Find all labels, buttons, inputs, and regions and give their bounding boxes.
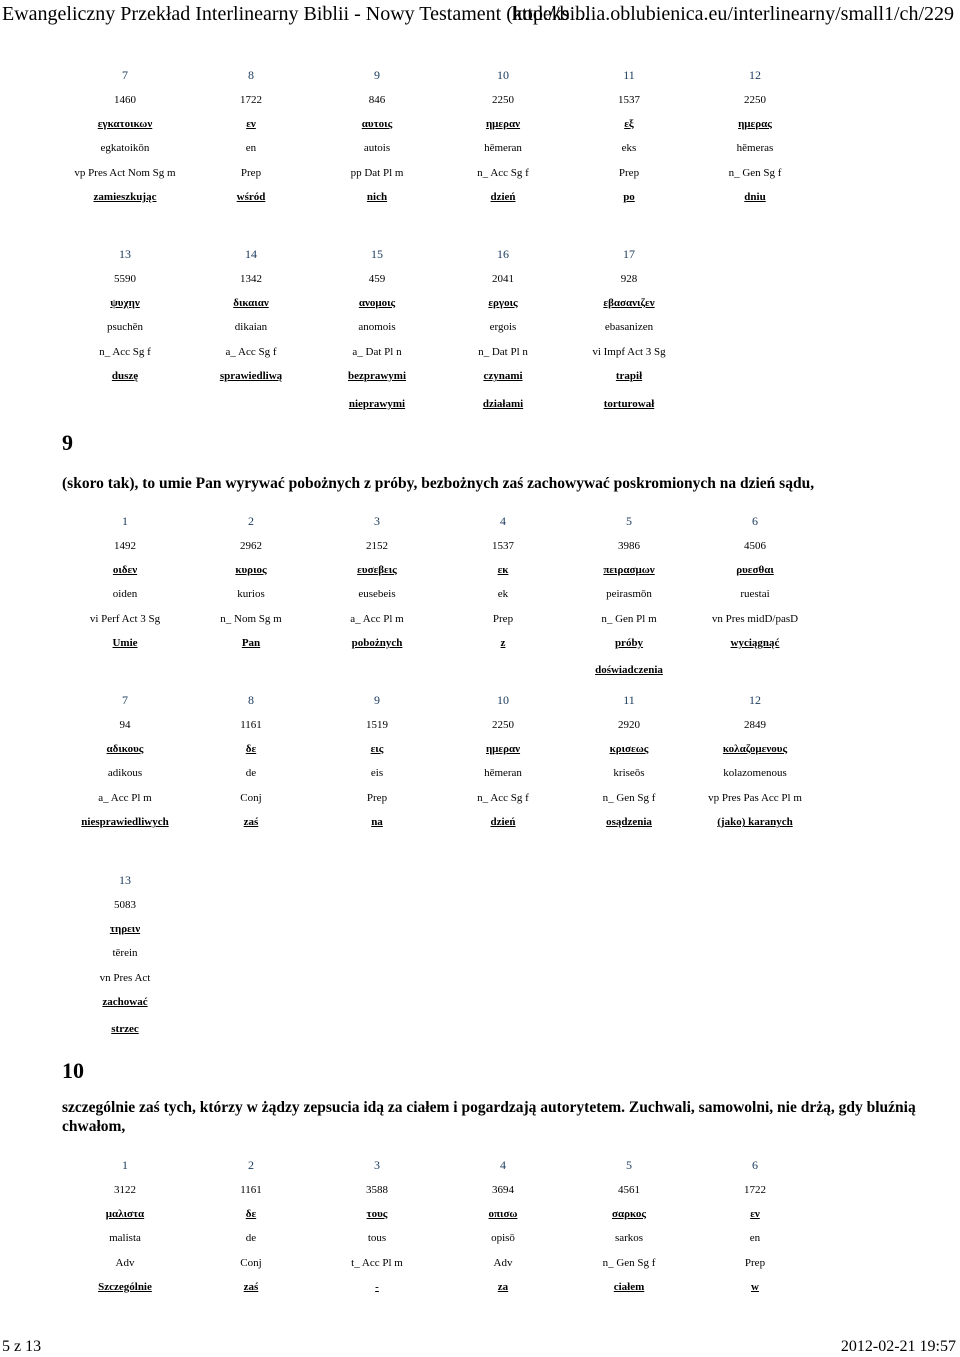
word-block <box>62 1153 944 1299</box>
verse-number: 10 <box>62 1058 84 1083</box>
word-translit: autois <box>363 142 391 155</box>
word-strong: 2920 <box>618 718 640 731</box>
row-morph <box>62 786 944 810</box>
row-morph <box>62 1251 944 1275</box>
word-translit: tous <box>367 1232 387 1245</box>
word-polish[interactable]: zaś <box>243 1281 259 1294</box>
row-n <box>62 1153 944 1177</box>
word-polish[interactable]: dzień <box>490 816 516 829</box>
word-polish[interactable]: po <box>623 191 635 204</box>
word-polish[interactable]: zamieszkując <box>93 191 157 204</box>
word-greek[interactable]: ψυχην <box>110 296 140 309</box>
word-morph: Prep <box>366 791 388 804</box>
word-morph: vn Pres midD/pasD <box>711 612 799 625</box>
word-greek[interactable]: αδικους <box>106 742 144 755</box>
word-strong: 1519 <box>366 718 388 731</box>
word-morph: n_ Gen Sg f <box>602 791 656 804</box>
word-strong: 2250 <box>492 93 514 106</box>
word-morph: Conj <box>240 791 262 804</box>
word-strong: 2849 <box>744 718 766 731</box>
word-polish[interactable]: próby <box>614 637 644 650</box>
word-n: 13 <box>119 872 131 887</box>
word-strong: 1722 <box>240 93 262 106</box>
word-strong: 2250 <box>744 93 766 106</box>
alternative-translation[interactable]: nieprawymi <box>348 398 406 410</box>
word-greek[interactable]: δε <box>245 1207 257 1220</box>
word-polish[interactable]: - <box>375 1281 379 1294</box>
word-morph: Conj <box>240 1256 262 1269</box>
word-greek[interactable]: ανομοις <box>358 296 396 309</box>
row-strong <box>62 892 944 916</box>
row-polish <box>62 1275 944 1299</box>
word-morph: vn Pres Act <box>99 971 151 984</box>
word-block <box>62 509 944 655</box>
word-polish[interactable]: ciałem <box>613 1281 645 1294</box>
word-greek[interactable]: μαλιστα <box>105 1207 145 1220</box>
word-morph: vi Impf Act 3 Sg <box>592 345 666 358</box>
word-translit: en <box>245 142 257 155</box>
word-strong: 5590 <box>114 272 136 285</box>
word-strong: 3588 <box>366 1183 388 1196</box>
word-morph: n_ Nom Sg m <box>220 612 282 625</box>
word-greek[interactable]: ημεραν <box>485 742 521 755</box>
row-n <box>62 868 944 892</box>
word-translit: eusebeis <box>358 588 396 601</box>
word-n: 17 <box>623 246 635 261</box>
word-translit: de <box>245 767 257 780</box>
word-greek[interactable]: εγκατοικων <box>97 117 153 130</box>
word-greek[interactable]: σαρκος <box>612 1207 646 1220</box>
word-n: 8 <box>248 67 254 82</box>
verse-number: 9 <box>62 430 73 455</box>
word-translit: kolazomenous <box>723 767 787 780</box>
word-translit: hēmeran <box>484 767 522 780</box>
word-n: 2 <box>248 513 254 528</box>
word-polish[interactable]: w <box>751 1281 759 1294</box>
word-n: 7 <box>122 67 128 82</box>
word-n: 9 <box>374 67 380 82</box>
word-morph: Prep <box>618 166 640 179</box>
word-greek[interactable]: εργοις <box>488 296 518 309</box>
word-strong: 1460 <box>114 93 136 106</box>
word-strong: 4506 <box>744 539 766 552</box>
row-greek <box>62 917 944 941</box>
row-strong <box>62 87 944 111</box>
word-morph: Prep <box>240 166 262 179</box>
word-n: 12 <box>749 67 761 82</box>
word-translit: anomois <box>358 321 396 334</box>
word-block <box>62 868 944 1014</box>
word-translit: peirasmōn <box>606 588 652 601</box>
row-polish <box>62 364 944 388</box>
row-greek <box>62 291 944 315</box>
page-header-title: Ewangeliczny Przekład Interlinearny Biblii - Nowy Testament (kodeks ... <box>2 3 590 25</box>
word-morph: t_ Acc Pl m <box>351 1256 403 1269</box>
word-strong: 1537 <box>618 93 640 106</box>
word-polish[interactable]: dzień <box>490 191 516 204</box>
word-n: 1 <box>122 513 128 528</box>
word-morph: n_ Acc Sg f <box>477 166 529 179</box>
word-morph: vp Pres Pas Acc Pl m <box>708 791 802 804</box>
word-morph: vi Perf Act 3 Sg <box>89 612 161 625</box>
word-greek[interactable]: ρυεσθαι <box>736 563 774 576</box>
word-translit: kurios <box>237 588 265 601</box>
alternative-translation[interactable]: strzec <box>111 1023 139 1035</box>
word-morph: n_ Acc Sg f <box>99 345 151 358</box>
word-block <box>62 688 944 834</box>
word-polish[interactable]: osądzenia <box>606 816 652 829</box>
word-morph: a_ Acc Pl m <box>350 612 404 625</box>
word-polish[interactable]: Szczególnie <box>98 1281 152 1294</box>
word-translit: ebasanizen <box>604 321 654 334</box>
word-greek[interactable]: δικαιαν <box>233 296 269 309</box>
word-greek[interactable]: κολαζομενους <box>722 742 788 755</box>
word-polish[interactable]: pobożnych <box>351 637 403 650</box>
word-strong: 1342 <box>240 272 262 285</box>
word-translit: egkatoikōn <box>100 142 150 155</box>
word-morph: Prep <box>492 612 514 625</box>
word-strong: 1492 <box>114 539 136 552</box>
row-n <box>62 242 944 266</box>
word-n: 16 <box>497 246 509 261</box>
row-polish <box>62 185 944 209</box>
word-polish[interactable]: Umie <box>112 637 138 650</box>
word-strong: 459 <box>368 272 386 285</box>
word-greek[interactable]: κρισεως <box>609 742 649 755</box>
word-translit: dikaian <box>234 321 268 334</box>
word-n: 10 <box>497 692 509 707</box>
word-polish[interactable]: za <box>497 1281 509 1294</box>
word-strong: 2962 <box>240 539 262 552</box>
verse-text: szczególnie zaś tych, którzy w żądzy zepsucia idą za ciałem i pogardzają autorytetem. Zuchwali, samowolni, nie drżą, gdy bluźnią chwałom, <box>62 1099 916 1135</box>
word-morph: Prep <box>744 1256 766 1269</box>
word-n: 6 <box>752 513 758 528</box>
word-translit: eks <box>621 142 637 155</box>
word-strong: 2250 <box>492 718 514 731</box>
row-translit <box>62 315 944 339</box>
word-polish[interactable]: nich <box>366 191 388 204</box>
word-translit: hēmeran <box>484 142 522 155</box>
word-polish[interactable]: trapił <box>615 370 643 383</box>
row-greek <box>62 737 944 761</box>
word-translit: de <box>245 1232 257 1245</box>
word-morph: Adv <box>493 1256 513 1269</box>
word-polish[interactable]: na <box>371 816 383 829</box>
word-strong: 928 <box>620 272 638 285</box>
word-strong: 5083 <box>114 898 136 911</box>
word-n: 11 <box>623 67 635 82</box>
page-footer-page-number: 5 z 13 <box>2 1338 42 1355</box>
word-block <box>62 242 944 388</box>
word-strong: 2152 <box>366 539 388 552</box>
row-translit <box>62 1226 944 1250</box>
word-greek[interactable]: δε <box>245 742 257 755</box>
word-n: 10 <box>497 67 509 82</box>
row-translit <box>62 582 944 606</box>
word-translit: ergois <box>489 321 517 334</box>
word-translit: kriseōs <box>613 767 645 780</box>
word-n: 8 <box>248 692 254 707</box>
word-greek[interactable]: ημεραν <box>485 117 521 130</box>
verse-text: (skoro tak), to umie Pan wyrywać pobożnych z próby, bezbożnych zaś zachowywać poskromionych na dzień sądu, <box>62 475 815 492</box>
word-n: 3 <box>374 513 380 528</box>
word-translit: adikous <box>107 767 143 780</box>
word-n: 9 <box>374 692 380 707</box>
row-n <box>62 509 944 533</box>
word-strong: 1537 <box>492 539 514 552</box>
word-translit: opisō <box>491 1232 515 1245</box>
row-morph <box>62 340 944 364</box>
row-translit <box>62 941 944 965</box>
row-morph <box>62 966 944 990</box>
word-strong: 3986 <box>618 539 640 552</box>
word-n: 14 <box>245 246 257 261</box>
word-morph: n_ Gen Sg f <box>602 1256 656 1269</box>
word-greek[interactable]: εξ <box>624 117 634 130</box>
word-greek[interactable]: τηρειν <box>109 922 141 935</box>
word-greek[interactable]: οιδεν <box>112 563 138 576</box>
word-strong: 94 <box>119 718 131 731</box>
row-n <box>62 688 944 712</box>
word-n: 1 <box>122 1157 128 1172</box>
word-polish[interactable]: czynami <box>483 370 523 383</box>
word-morph: vp Pres Act Nom Sg m <box>74 166 176 179</box>
word-strong: 3122 <box>114 1183 136 1196</box>
word-translit: eis <box>370 767 384 780</box>
word-polish[interactable]: zaś <box>243 816 259 829</box>
word-strong: 846 <box>368 93 386 106</box>
word-greek[interactable]: ημερας <box>738 117 772 130</box>
page-header-url[interactable]: http://biblia.oblubienica.eu/interlinearny/small1/ch/229 <box>511 3 954 25</box>
word-translit: tērein <box>112 947 138 960</box>
word-morph: a_ Dat Pl n <box>352 345 402 358</box>
word-greek[interactable]: τους <box>366 1207 388 1220</box>
row-greek <box>62 112 944 136</box>
word-morph: a_ Acc Sg f <box>225 345 277 358</box>
word-polish[interactable]: sprawiedliwą <box>219 370 283 383</box>
row-polish <box>62 990 944 1014</box>
word-n: 2 <box>248 1157 254 1172</box>
word-polish[interactable]: (jako) karanych <box>717 816 793 829</box>
word-greek[interactable]: οπισω <box>488 1207 518 1220</box>
word-morph: n_ Gen Sg f <box>728 166 782 179</box>
row-translit <box>62 136 944 160</box>
word-n: 5 <box>626 513 632 528</box>
word-polish[interactable]: duszę <box>111 370 139 383</box>
word-n: 11 <box>623 692 635 707</box>
word-polish[interactable]: bezprawymi <box>347 370 407 383</box>
word-translit: ek <box>497 588 509 601</box>
row-strong <box>62 712 944 736</box>
row-polish <box>62 631 944 655</box>
word-greek[interactable]: αυτοις <box>361 117 393 130</box>
word-strong: 1161 <box>240 1183 262 1196</box>
word-morph: n_ Acc Sg f <box>477 791 529 804</box>
alternative-translation[interactable]: doświadczenia <box>595 664 663 676</box>
row-strong <box>62 266 944 290</box>
word-n: 15 <box>371 246 383 261</box>
word-block <box>62 63 944 209</box>
word-greek[interactable]: κυριος <box>235 563 267 576</box>
word-greek[interactable]: εκ <box>497 563 509 576</box>
word-greek[interactable]: ευσεβεις <box>357 563 397 576</box>
row-strong <box>62 533 944 557</box>
word-greek[interactable]: εν <box>246 117 256 130</box>
row-greek <box>62 558 944 582</box>
word-n: 12 <box>749 692 761 707</box>
word-translit: en <box>749 1232 761 1245</box>
word-morph: a_ Acc Pl m <box>98 791 152 804</box>
word-polish[interactable]: wśród <box>236 191 266 204</box>
word-morph: pp Dat Pl m <box>350 166 404 179</box>
word-n: 13 <box>119 246 131 261</box>
word-greek[interactable]: πειρασμων <box>603 563 655 576</box>
word-n: 7 <box>122 692 128 707</box>
word-n: 6 <box>752 1157 758 1172</box>
word-translit: psuchēn <box>106 321 144 334</box>
alternative-translation[interactable]: działami <box>482 398 524 410</box>
word-strong: 3694 <box>492 1183 514 1196</box>
word-polish[interactable]: dniu <box>744 191 766 204</box>
word-translit: ruestai <box>740 588 770 601</box>
word-morph: n_ Gen Pl m <box>601 612 657 625</box>
row-greek <box>62 1202 944 1226</box>
word-n: 4 <box>500 1157 506 1172</box>
word-polish[interactable]: Pan <box>241 637 261 650</box>
word-morph: n_ Dat Pl n <box>478 345 528 358</box>
word-polish[interactable]: zachować <box>102 996 148 1009</box>
word-polish[interactable]: niesprawiedliwych <box>81 816 169 829</box>
word-strong: 2041 <box>492 272 514 285</box>
row-translit <box>62 761 944 785</box>
word-morph: Adv <box>115 1256 135 1269</box>
row-polish <box>62 810 944 834</box>
word-translit: sarkos <box>614 1232 644 1245</box>
row-strong <box>62 1177 944 1201</box>
row-morph <box>62 607 944 631</box>
word-strong: 1722 <box>744 1183 766 1196</box>
word-n: 3 <box>374 1157 380 1172</box>
alternative-translation[interactable]: torturował <box>603 398 655 410</box>
word-translit: oiden <box>112 588 138 601</box>
page-footer-datetime: 2012-02-21 19:57 <box>840 1338 956 1355</box>
word-translit: hēmeras <box>736 142 774 155</box>
word-greek[interactable]: εβασανιζεν <box>603 296 655 309</box>
word-strong: 4561 <box>618 1183 640 1196</box>
word-polish[interactable]: wyciągnąć <box>730 637 780 650</box>
word-strong: 1161 <box>240 718 262 731</box>
word-translit: malista <box>109 1232 141 1245</box>
row-n <box>62 63 944 87</box>
row-morph <box>62 161 944 185</box>
word-greek[interactable]: εις <box>370 742 384 755</box>
word-greek[interactable]: εν <box>750 1207 760 1220</box>
word-polish[interactable]: z <box>500 637 506 650</box>
word-n: 5 <box>626 1157 632 1172</box>
word-n: 4 <box>500 513 506 528</box>
